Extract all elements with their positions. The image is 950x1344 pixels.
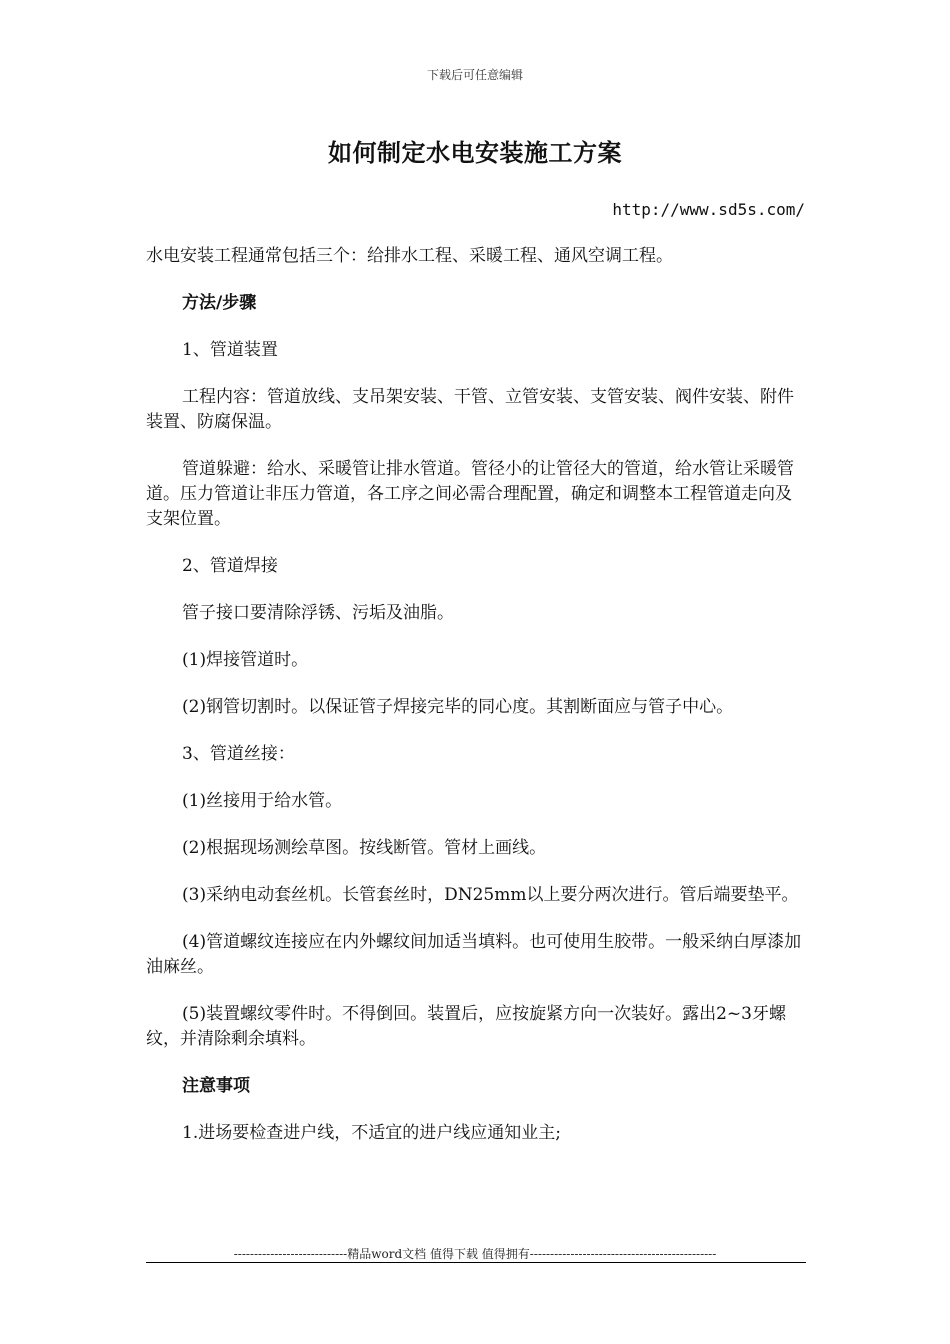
document-title: 如何制定水电安装施工方案 bbox=[328, 138, 622, 167]
header-note: 下载后可任意编辑 bbox=[426, 68, 523, 82]
paragraph: (5)装置螺纹零件时。不得倒回。装置后，应按旋紧方向一次装好。露出2~3牙螺纹，并清除剩余填料。 bbox=[146, 1004, 786, 1049]
footer-note: ----------------------------精品word文档 值得下载 值得拥有---------------------------------------------- bbox=[233, 1247, 717, 1261]
paragraph: 1.进场要检查进户线，不适宜的进户线应通知业主; bbox=[182, 1123, 561, 1143]
paragraph: (2)根据现场测绘草图。按线断管。管材上画线。 bbox=[182, 838, 547, 858]
paragraph: 2、管道焊接 bbox=[182, 556, 278, 576]
section-heading: 方法/步骤 bbox=[182, 293, 257, 313]
document-body bbox=[146, 244, 806, 1168]
paragraph: 管子接口要清除浮锈、污垢及油脂。 bbox=[182, 603, 454, 623]
paragraph: 水电安装工程通常包括三个：给排水工程、采暖工程、通风空调工程。 bbox=[146, 246, 673, 266]
source-url: http://www.sd5s.com/ bbox=[612, 200, 805, 219]
section-heading: 注意事项 bbox=[182, 1076, 250, 1096]
paragraph: (3)采纳电动套丝机。长管套丝时，DN25mm以上要分两次进行。管后端要垫平。 bbox=[182, 885, 799, 905]
paragraph: (1)焊接管道时。 bbox=[182, 650, 309, 670]
paragraph: (4)管道螺纹连接应在内外螺纹间加适当填料。也可使用生胶带。一般采纳白厚漆加油麻丝。 bbox=[146, 932, 802, 977]
footer-divider bbox=[146, 1262, 806, 1263]
paragraph: (2)钢管切割时。以保证管子焊接完毕的同心度。其割断面应与管子中心。 bbox=[182, 697, 734, 717]
paragraph: (1)丝接用于给水管。 bbox=[182, 791, 343, 811]
paragraph: 工程内容：管道放线、支吊架安装、干管、立管安装、支管安装、阀件安装、附件装置、防腐保温。 bbox=[146, 387, 794, 432]
paragraph: 管道躲避：给水、采暖管让排水管道。管径小的让管径大的管道，给水管让采暖管道。压力管道让非压力管道，各工序之间必需合理配置，确定和调整本工程管道走向及支架位置。 bbox=[146, 459, 794, 529]
paragraph: 1、管道装置 bbox=[182, 340, 278, 360]
paragraph: 3、管道丝接： bbox=[182, 744, 295, 764]
